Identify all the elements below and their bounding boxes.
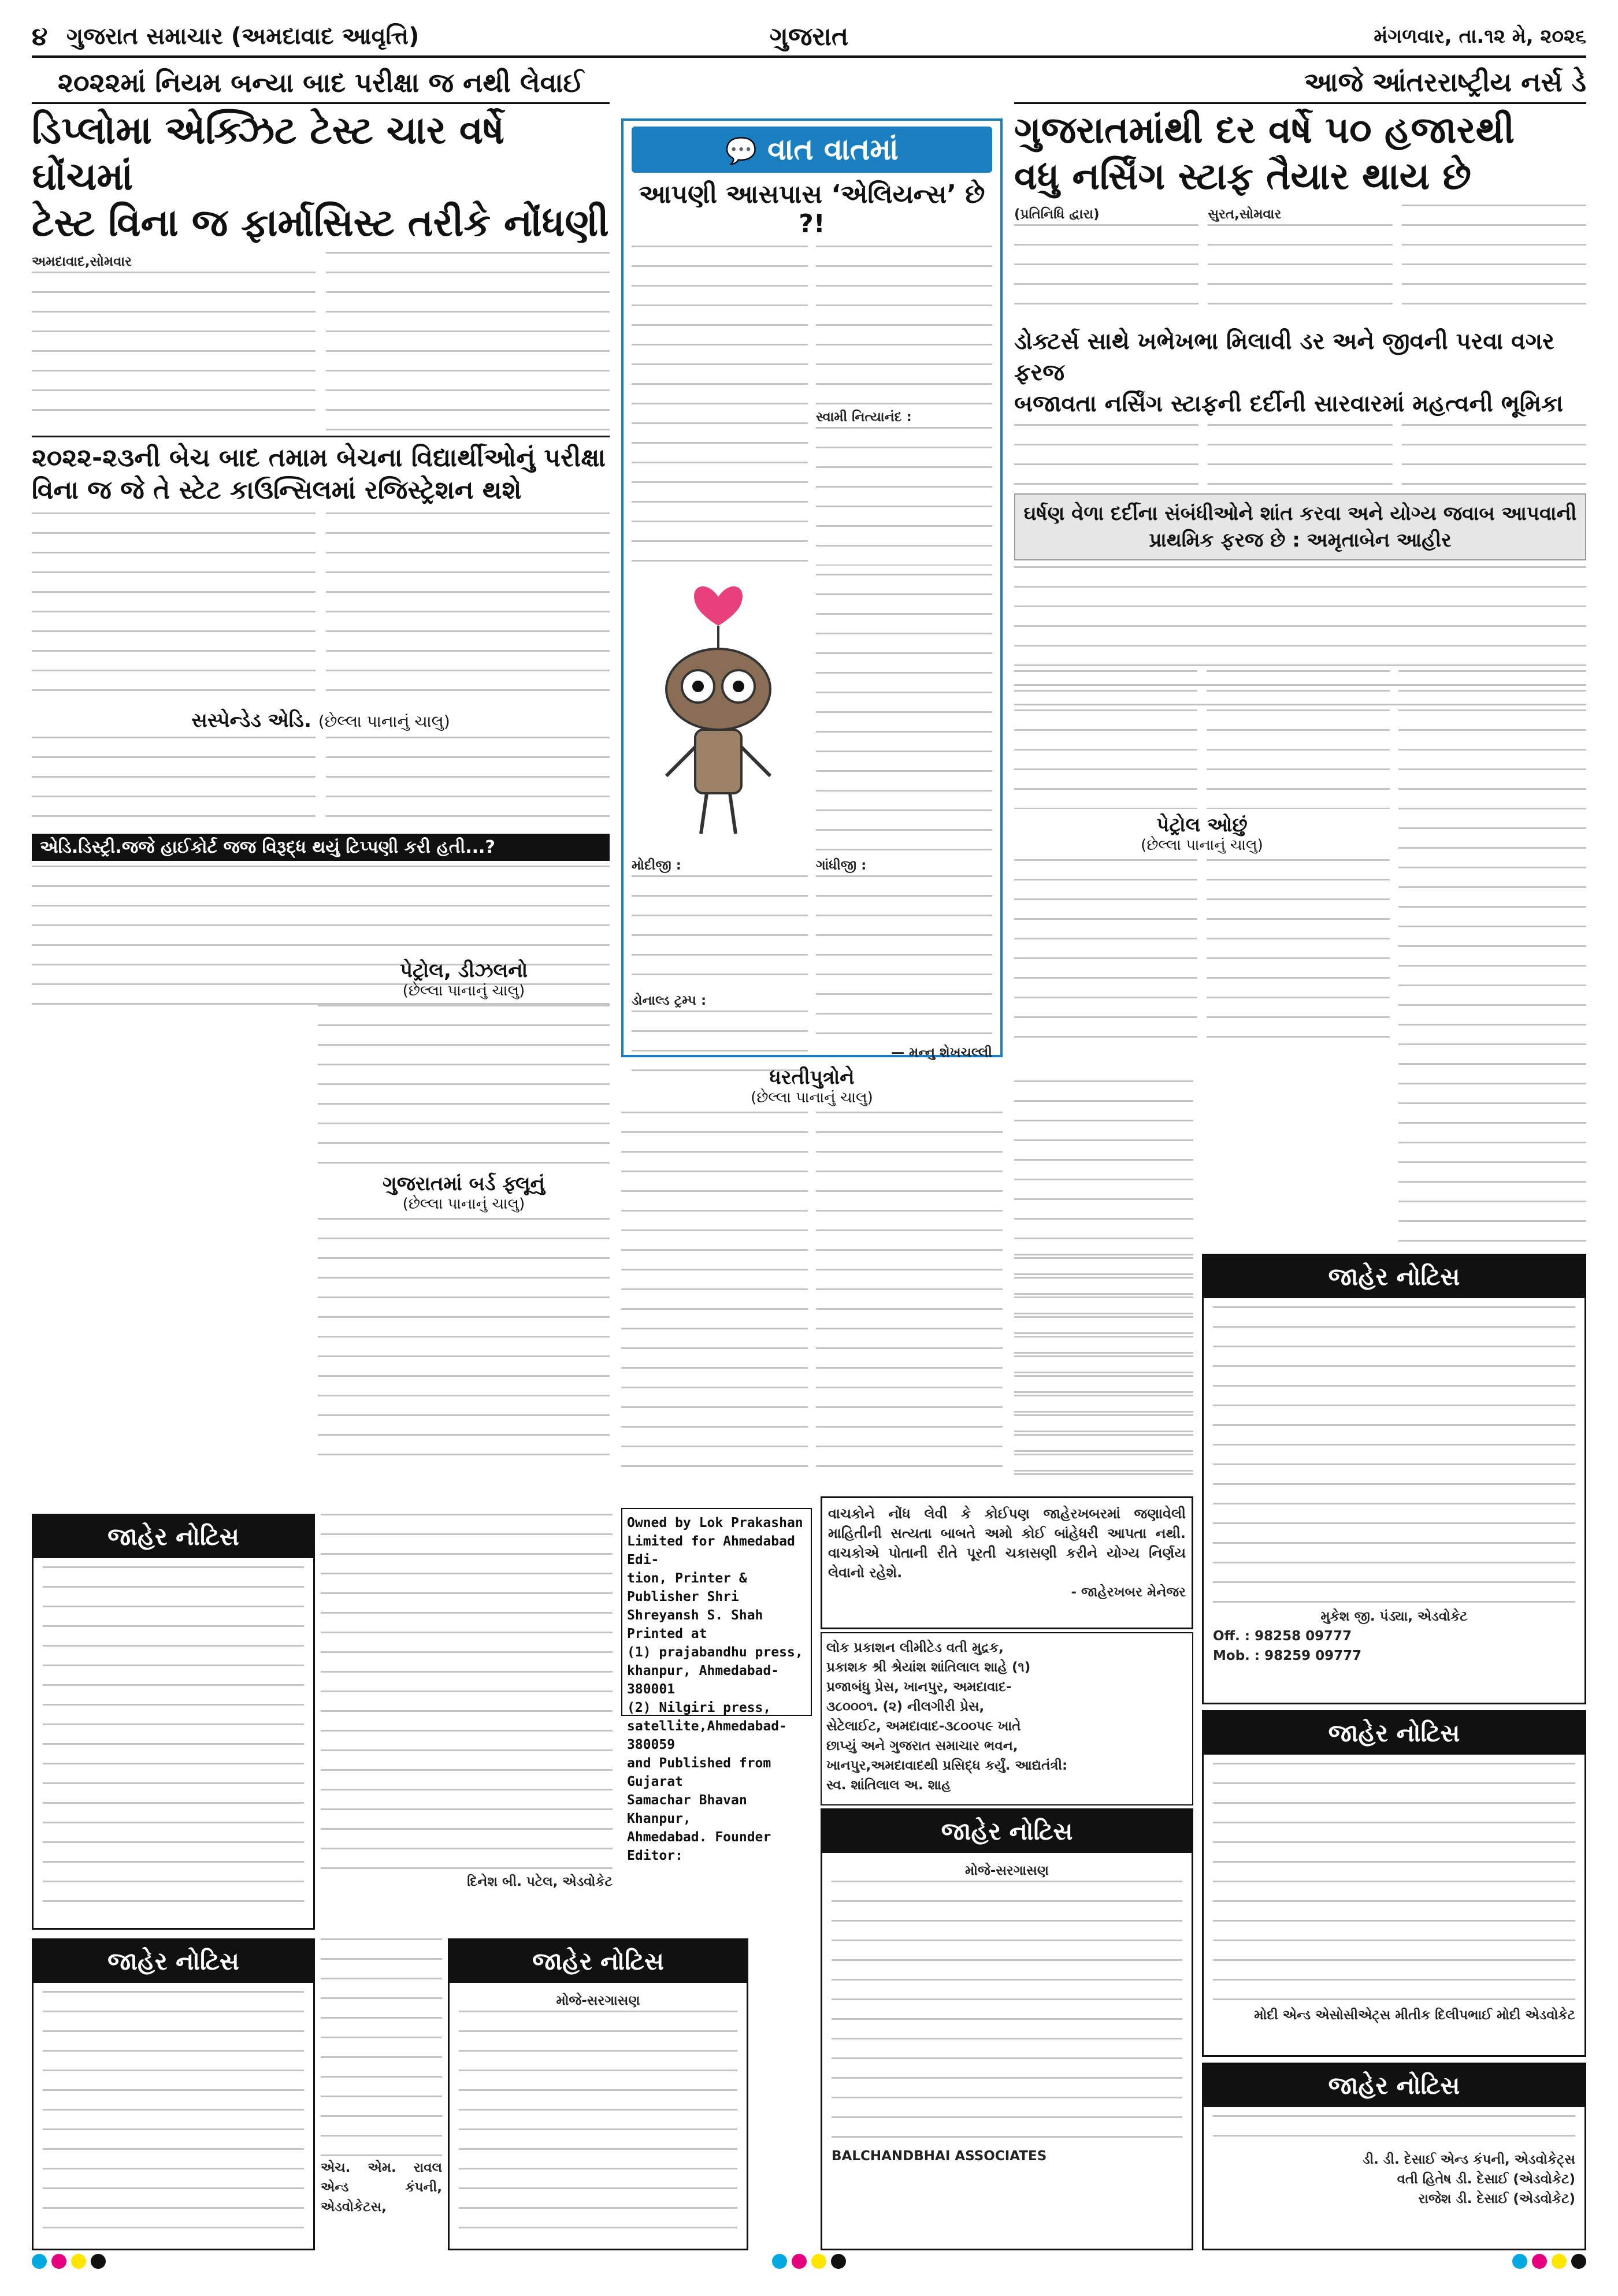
- imprint-line-6: (2) Nilgiri press,: [627, 1700, 771, 1715]
- notice-4: [821, 1808, 1193, 2250]
- dharti-story: [621, 1066, 1003, 1505]
- heart-icon: [694, 586, 743, 626]
- nurse-story: [1014, 66, 1586, 667]
- notice-1-title: જાહેર નોટિસ: [34, 1515, 313, 1558]
- nurse-subhead-2: બજાવતા નર્સિંગ સ્ટાફની દર્દીની સારવારમાં મહત્વની ભૂમિકા: [1014, 391, 1564, 417]
- imprint-gu-6: ખાનપુર,અમદાવાદથી પ્રસિદ્ધ કર્યું. આદ્યતંત્રી:: [826, 1758, 1068, 1773]
- bird-flu-title: ગુજરાતમાં બર્ડ ફ્લૂનું: [382, 1172, 545, 1195]
- vat-byline: — મન્નુ શેખચલ્લી: [891, 1045, 992, 1060]
- suspended-note: (છેલ્લા પાનાનું ચાલુ): [318, 712, 450, 731]
- notice-2-title: જાહેર નોટિસ: [34, 1940, 313, 1983]
- notice-3-moje: મોજે-સરગાસણ: [556, 1993, 640, 2008]
- notice-7-advocate-1: ડી. ડી. દેસાઈ એન્ડ કંપની, એડવોકેટ્સ: [1362, 2152, 1575, 2167]
- imprint-gu-7: સ્વ. શાંતિલાલ અ. શાહ: [826, 1778, 951, 1793]
- imprint-gu-2: પ્રજાબંધુ પ્રેસ, ખાનપુર, અમદાવાદ-: [826, 1680, 1012, 1695]
- notice-7-advocate-3: રાજેશ ડી. દેસાઈ (એડવોકેટ): [1418, 2191, 1575, 2206]
- notice-5-phone-1: Off. : 98258 09777: [1213, 1629, 1352, 1644]
- notice-5-title: જાહેર નોટિસ: [1204, 1255, 1584, 1298]
- suspended-title: [32, 709, 610, 732]
- notice-5-advocate: મુકેશ જી. પંડ્યા, એડવોકેટ: [1320, 1609, 1468, 1624]
- notice-5: [1202, 1254, 1586, 1704]
- notice-6: [1202, 1710, 1586, 2057]
- imprint-gu-3: ૩૮૦૦૦૧. (૨) નીલગીરી પ્રેસ,: [826, 1699, 985, 1714]
- readers-notice-sign: - જાહેરખબર મેનેજર: [1071, 1585, 1186, 1600]
- imprint-line-0: Owned by Lok Prakashan: [627, 1515, 803, 1530]
- notice-6-advocate: મોદી એન્ડ એસોસીએટ્સ મીતીક દિલીપભાઈ મોદી એડવોકેટ: [1254, 2008, 1575, 2023]
- notice-3: [448, 1938, 748, 2250]
- imprint-line-8: and Published from Gujarat: [627, 1756, 771, 1789]
- imprint-gu-1: પ્રકાશક શ્રી શ્રેયાંશ શાંતિલાલ શાહે (૧): [826, 1660, 1031, 1675]
- imprint-line-1: Limited for Ahmedabad Edi-: [627, 1534, 795, 1567]
- diploma-dateline: અમદાવાદ,સોમવાર: [32, 254, 132, 269]
- speech-bubble-icon: 💬: [725, 136, 757, 166]
- reg-dots-left: [32, 2254, 106, 2269]
- notice-7-title: જાહેર નોટિસ: [1204, 2064, 1584, 2107]
- imprint-gu-4: સેટેલાઈટ, અમદાવાદ-૩૮૦૦૫૯ ખાતે: [826, 1719, 1021, 1734]
- notice-7: [1202, 2063, 1586, 2250]
- folio: [32, 17, 1586, 58]
- petrol-diesel-story: [318, 959, 610, 1502]
- nurse-quote-head: ઘર્ષણ વેળા દર્દીના સંબંધીઓને શાંત કરવા અને યોગ્ય જવાબ આપવાની પ્રાથમિક ફરજ છે : અમૃતાબેન આહીર: [1023, 502, 1577, 552]
- notice-4-moje: મોજે-સરગાસણ: [965, 1863, 1049, 1878]
- readers-notice: [821, 1496, 1193, 1629]
- notice-1: [32, 1514, 315, 1930]
- notice-5-phone-2: Mob. : 98259 09777: [1213, 1648, 1362, 1663]
- section-name: ગુજરાત: [769, 21, 849, 51]
- vat-story-title: આપણી આસપાસ ‘એલિયન્સ’ છે ?!: [639, 180, 985, 239]
- petrol-onchhu-title: પેટ્રોલ ઓછું: [1156, 813, 1248, 837]
- trump-label: ડોનાલ્ડ ટ્રમ્પ :: [632, 993, 707, 1008]
- nurse-dateline: સુરત,સોમવાર: [1208, 207, 1282, 222]
- notice-2: [32, 1938, 315, 2250]
- notice-4-title: જાહેર નોટિસ: [822, 1810, 1192, 1853]
- notice-1-advocate: દિનેશ બી. પટેલ, એડવોકેટ: [467, 1874, 613, 1889]
- bird-flu-note: (છેલ્લા પાનાનું ચાલુ): [402, 1195, 525, 1213]
- imprint-line-5: khanpur, Ahmedabad-380001: [627, 1663, 780, 1697]
- reg-dots-center: [772, 2254, 846, 2269]
- dharti-note: (છેલ્લા પાનાનું ચાલુ): [751, 1089, 873, 1106]
- notice-6-title: જાહેર નોટિસ: [1204, 1712, 1584, 1755]
- petrol-onchhu-note: (છેલ્લા પાનાનું ચાલુ): [1141, 837, 1263, 854]
- nurse-headline-1: ગુજરાતમાંથી દર વર્ષે ૫૦ હજારથી: [1014, 109, 1515, 152]
- diploma-subhead: ૨૦૨૨-૨૩ની બેચ બાદ તમામ બેચના વિદ્યાર્થીઓનું પરીક્ષા વિના જ જે તે સ્ટેટ કાઉન્સિલમાં રજિસ્ટ્રેશન થશે: [32, 443, 606, 505]
- nurse-col-3: [1398, 670, 1586, 1248]
- imprint-gu-0: લોક પ્રકાશન લીમીટેડ વતી મુદ્રક,: [826, 1640, 1004, 1655]
- registration-bar: [32, 2250, 1586, 2273]
- imprint-line-7: satellite,Ahmedabad- 380059: [627, 1719, 787, 1752]
- notice-2-cont: [321, 1938, 442, 2250]
- vat-vatma-header: [632, 127, 992, 173]
- petrol-diesel-title: પેટ્રોલ, ડીઝલનો: [399, 959, 528, 982]
- imprint-line-2: tion, Printer & Publisher Shri: [627, 1571, 747, 1604]
- petrol-diesel-note: (છેલ્લા પાનાનું ચાલુ): [402, 982, 525, 1000]
- swami-label: સ્વામી નિત્યાનંદ :: [816, 410, 912, 425]
- nurse-byline: (પ્રતિનિધિ દ્વારા): [1014, 207, 1100, 222]
- diploma-headline-1: ડિપ્લોમા એક્ઝિટ ટેસ્ટ ચાર વર્ષે ઘોંચમાં: [32, 108, 504, 199]
- alien-caricature: [632, 574, 808, 851]
- notice-1-cont: [321, 1514, 613, 1930]
- notice-4-balchand: BALCHANDBHAI ASSOCIATES: [832, 2149, 1047, 2164]
- imprint-line-3: Shreyansh S. Shah Printed at: [627, 1608, 763, 1641]
- vat-vatma-title: વાત વાતમાં: [767, 132, 899, 167]
- issue-date: મંગળવાર, તા.૧૨ મે, ૨૦૨૬: [1374, 25, 1586, 48]
- vat-vatma-box: [621, 118, 1003, 1060]
- reg-dots-right: [1512, 2254, 1586, 2269]
- imprint-gujarati: [821, 1632, 1193, 1805]
- page-number: ૪: [32, 21, 48, 51]
- notice-7-advocate-2: વતી હિતેષ ડી. દેસાઈ (એડવોકેટ): [1397, 2172, 1575, 2187]
- imprint-line-10: Ahmedabad. Founder Editor:: [627, 1830, 771, 1863]
- imprint-gu-5: છાપ્યું અને ગુજરાત સમાચાર ભવન,: [826, 1738, 1018, 1753]
- nurse-continued: [1014, 670, 1390, 1075]
- nurse-headline-2: વધુ નર્સિંગ સ્ટાફ તૈયાર થાય છે: [1014, 155, 1471, 198]
- robot-illustration: [632, 574, 805, 845]
- notice-2-advocate: એચ. એમ. રાવલ એન્ડ કંપની, એડવોકેટસ,: [321, 2160, 442, 2215]
- nurse-kicker: આજે આંતરરાષ્ટ્રીય નર્સ ડે: [1304, 66, 1586, 98]
- nurse-subhead-1: ડોક્ટર્સ સાથે ખભેખભા મિલાવી ડર અને જીવની પરવા વગર ફરજ: [1014, 328, 1554, 386]
- imprint-line-9: Samachar Bhavan Khanpur,: [627, 1793, 747, 1826]
- diploma-story: [32, 66, 610, 956]
- readers-notice-text: વાચકોને નોંધ લેવી કે કોઈપણ જાહેરખબરમાં જણાવેલી માહિતીની સત્યતા બાબતે અમો કોઈ બાંહેધરી આપતા નથી. વાચકોએ પોતાની રીતે પૂરતી ચકાસણી કરીને યોગ્ય નિર્ણય લેવાનો રહેશે.: [828, 1506, 1186, 1581]
- dharti-title: ધરતીપુત્રોને: [769, 1066, 855, 1089]
- nurse-notice-col: [1014, 1254, 1193, 1485]
- imprint-line-4: (1) prajabandhu press,: [627, 1645, 803, 1660]
- gandhiji-label: ગાંધીજી :: [816, 858, 867, 873]
- modiji-label: મોદીજી :: [632, 858, 681, 873]
- diploma-kicker: ૨૦૨૨માં નિયમ બન્યા બાદ પરીક્ષા જ નથી લેવાઈ: [57, 67, 584, 98]
- paper-name: ગુજરાત સમાચાર (અમદાવાદ આવૃત્તિ): [66, 23, 420, 50]
- suspended-title-text: સસ્પેન્ડેડ એડિ.: [191, 709, 311, 732]
- diploma-headline-2: ટેસ્ટ વિના જ ફાર્માસિસ્ટ તરીકે નોંધણી: [32, 200, 609, 245]
- judge-remark-strip: એડિ.ડિસ્ટ્રી.જજે હાઈકોર્ટ જજ વિરૂદ્ધ થયું ટિપ્પણી કરી હતી...?: [32, 834, 610, 861]
- imprint-english: [621, 1508, 812, 1863]
- notice-3-title: જાહેર નોટિસ: [450, 1940, 747, 1983]
